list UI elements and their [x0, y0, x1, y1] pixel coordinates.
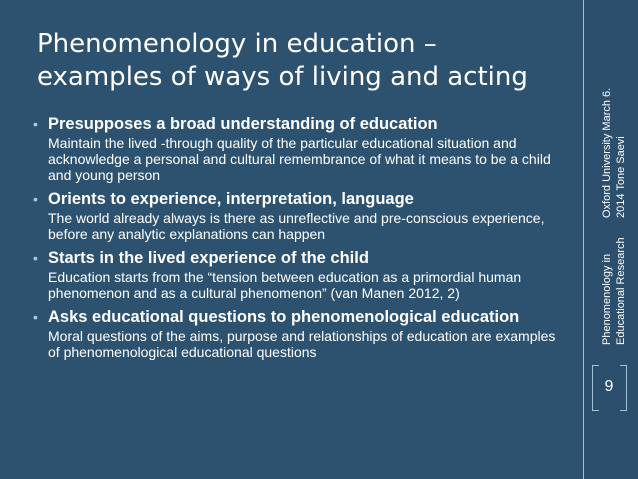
bullet-marker: • — [33, 116, 38, 132]
bullet-list — [31, 114, 566, 366]
footer-text-col1-line2: Educational Research — [615, 237, 627, 345]
bullet-marker: • — [33, 250, 38, 266]
bullet-body: Maintain the lived -through quality of the particular educational situation and acknowledge a personal and cultural remembrance of what it means to be a child and young person — [48, 135, 551, 183]
bullet-heading: Asks educational questions to phenomenological education — [48, 308, 520, 326]
bullet-marker: • — [33, 191, 38, 207]
footer-text-col1-line1: Phenomenology in — [601, 253, 613, 345]
bullet-body: The world already always is there as unreflective and pre-conscious experience, before any analytic explanations can happen — [48, 210, 545, 242]
bullet-heading: Starts in the lived experience of the child — [48, 249, 369, 267]
bullet-body: Moral questions of the aims, purpose and relationships of education are examples of phenomenological educational questions — [48, 328, 556, 360]
bullet-heading: Presupposes a broad understanding of education — [48, 115, 438, 133]
page-number: 9 — [604, 378, 614, 395]
title-line-2: examples of ways of living and acting — [37, 62, 528, 92]
bullet-item — [31, 114, 566, 183]
slide-title — [37, 28, 567, 94]
footer-text-col2-line1: Oxford University March 6. — [601, 87, 613, 218]
bullet-marker: • — [33, 309, 38, 325]
bullet-heading: Orients to experience, interpretation, language — [48, 190, 414, 208]
bullet-item — [31, 248, 566, 301]
bullet-item — [31, 189, 566, 242]
title-line-1: Phenomenology in education – — [37, 29, 437, 59]
bullet-body: Education starts from the “tension between education as a primordial human phenomenon and as a cultural phenomenon” (van Manen 2012, 2) — [48, 269, 522, 301]
footer-text-col2-line2: 2014 Tone Saevi — [615, 136, 627, 218]
footer-vertical — [584, 0, 638, 360]
bullet-item — [31, 307, 566, 360]
